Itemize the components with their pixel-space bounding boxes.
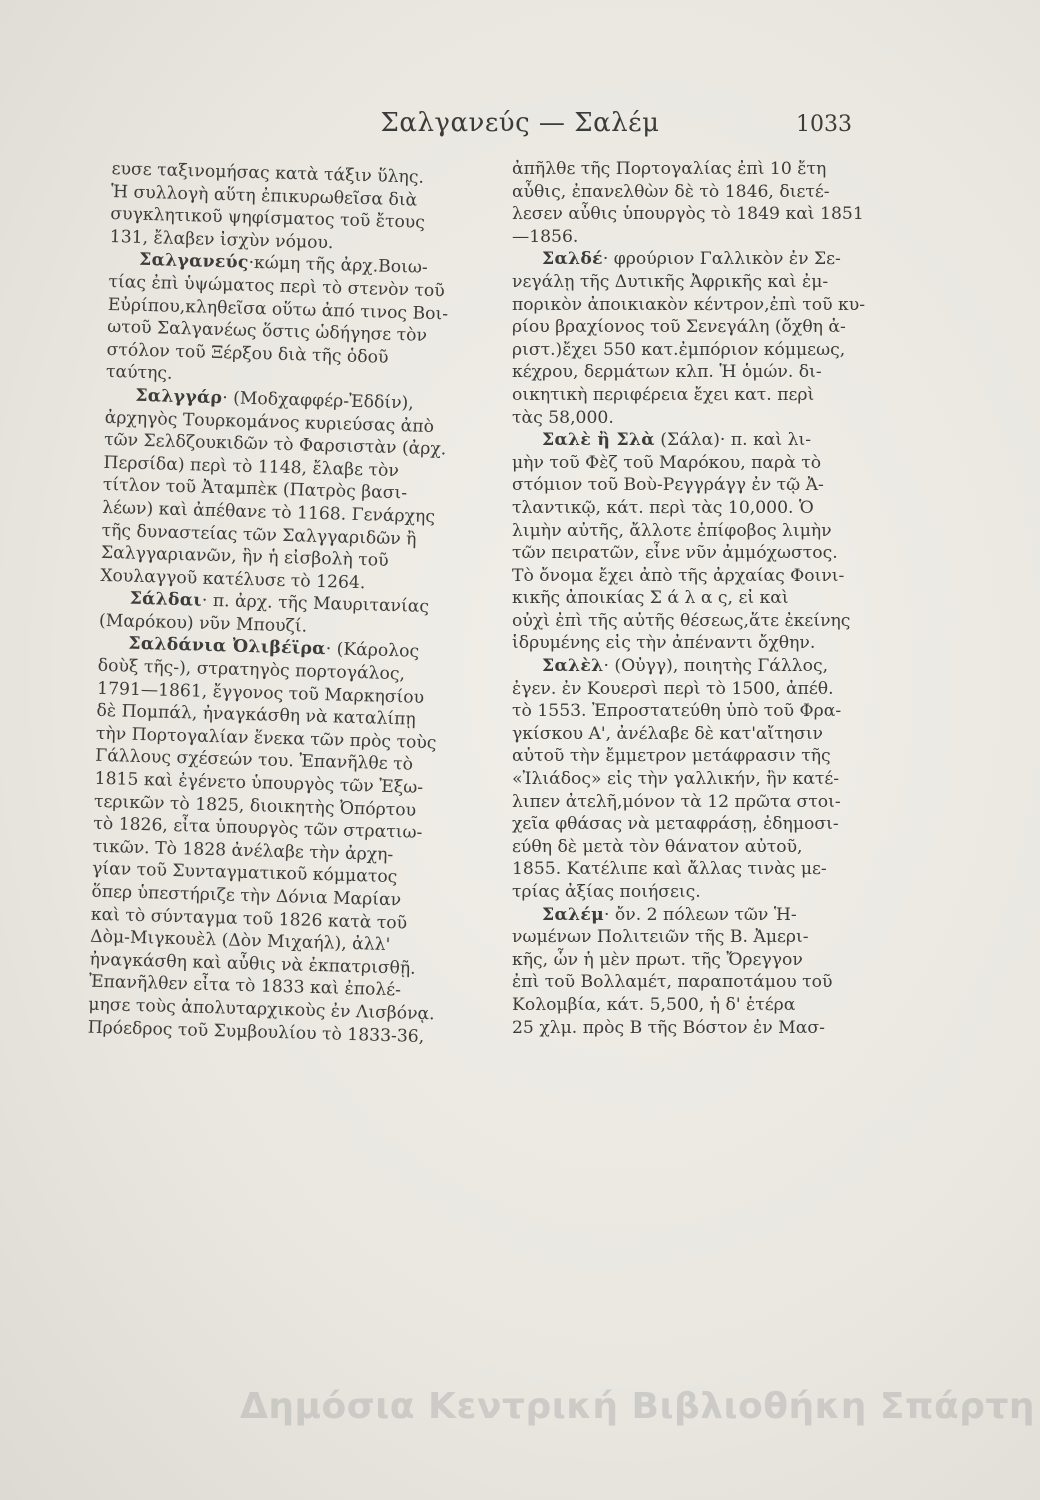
entry-headword-line: Σαλδάνια Ὀλιβέϊρα· (Κάρολος [128, 634, 420, 663]
text-line: λιμὴν αὐτῆς, ἄλλοτε ἐπίφοβος λιμὴν [512, 520, 832, 541]
text-line: μὴν τοῦ Φὲζ τοῦ Μαρόκου, παρὰ τὸ [512, 452, 822, 473]
text-line: νωμένων Πολιτειῶν τῆς Β. Ἀμερι- [512, 927, 809, 948]
page-number: 1033 [796, 112, 852, 137]
text-line: Τὸ ὄνομα ἔχει ἀπὸ τῆς ἀρχαίας Φοινι- [512, 565, 845, 586]
entry-headword-line: Σάλδαι· π. ἀρχ. τῆς Μαυριτανίας [129, 588, 430, 618]
text-line: νεγάλῃ τῆς Δυτικῆς Ἀφρικῆς καὶ ἐμ- [512, 271, 829, 292]
text-line: τικῶν. Τὸ 1828 ἀνέλαβε τὴν ἀρχη- [92, 836, 394, 865]
text-line: δοὺξ τῆς-), στρατηγὸς πορτογάλος, [97, 655, 406, 685]
text-line: τίτλον τοῦ Ἀταμπὲκ (Πατρὸς βασι- [102, 475, 408, 504]
entry-headword: Σάλδαι [129, 588, 203, 611]
text-line: γκίσκου Α', ἀνέλαβε δὲ κατ'αἴτησιν [512, 723, 824, 744]
text-line: 131, ἔλαβεν ἰσχὺν νόμου. [109, 226, 334, 253]
page-title: Σαλγανεύς — Σαλέμ [380, 108, 660, 138]
text-line: αὐτοῦ τὴν ἔμμετρον μετάφρασιν τῆς [512, 746, 831, 767]
text-line: Χουλαγγοῦ κατέλυσε τὸ 1264. [100, 565, 366, 593]
entry-headword: Σαλὲλ [542, 656, 604, 677]
text-line: τὸ 1826, εἶτα ὑπουργὸς τῶν στρατιω- [93, 813, 423, 844]
text-line: Περσίδα) περὶ τὸ 1148, ἔλαβε τὸν [103, 452, 400, 481]
text-line: Γάλλους σχέσεών του. Ἐπανῆλθε τὸ [95, 746, 414, 776]
page-header [0, 108, 1040, 148]
entry-headword-line: Σαλὲ ἢ Σλὰ (Σάλα)· π. καὶ λι- [542, 430, 812, 451]
text-line: ὅπερ ὑπεστήριζε τὴν Δόνια Μαρίαν [91, 881, 402, 911]
text-line: Κολομβία, κάτ. 5,500, ἡ δ' ἑτέρα [512, 994, 796, 1015]
text-line: λεσεν αὖθις ὑπουργὸς τὸ 1849 καὶ 1851 [512, 204, 864, 225]
text-line: 25 χλμ. πρὸς Β τῆς Βόστον ἐν Μασ- [512, 1017, 825, 1038]
text-line: ριστ.)ἔχει 550 κατ.ἐμπόριον κόμμεως, [512, 339, 846, 360]
text-line: μησε τοὺς ἀπολυταρχικοὺς ἐν Λισβόνᾳ. [88, 994, 435, 1025]
text-line: —1856. [512, 226, 579, 247]
text-line: 1791—1861, ἔγγονος τοῦ Μαρκησίου [96, 678, 425, 708]
entry-headword-line: Σαλγανεύς·κώμη τῆς ἀρχ.Βοιω- [138, 250, 428, 279]
text-line: τῶν Σελδζουκιδῶν τὸ Φαρσιστὰν (ἀρχ. [103, 430, 447, 460]
text-line: εύθη δὲ μετὰ τὸν θάνατον αὐτοῦ, [512, 836, 803, 857]
text-line: ευσε ταξινομήσας κατὰ τάξιν ὕλης. [111, 158, 425, 188]
text-line: τῶν πειρατῶν, εἶνε νῦν ἀμμόχωστος. [512, 543, 838, 564]
text-line: λέων) καὶ ἀπέθανε τὸ 1168. Γενάρχης [101, 497, 436, 528]
entry-headword: Σαλέμ [542, 904, 604, 925]
text-line: τίας ἐπὶ ὑψώματος περὶ τὸ στενὸν τοῦ [108, 271, 446, 302]
text-line: ἀπῆλθε τῆς Πορτογαλίας ἐπὶ 10 ἔτη [512, 159, 827, 179]
text-line: τὰς 58,000. [512, 407, 614, 428]
text-line: χεῖα φθάσας νὰ μεταφράσῃ, ἐδημοσι- [512, 814, 839, 835]
text-line: ἠναγκάσθη καὶ αὖθις νὰ ἐκπατρισθῇ. [89, 949, 416, 979]
text-line: ἀρχηγὸς Τουρκομάνος κυριεύσας ἀπὸ [104, 407, 435, 437]
text-line: τῆς δυναστείας τῶν Σαλγγαριδῶν ἢ [101, 520, 417, 550]
entry-headword: Σαλδάνια Ὀλιβέϊρα [128, 634, 326, 660]
entry-headword: Σαλὲ ἢ Σλὰ [542, 430, 655, 451]
text-line: Ἐπανῆλθεν εἶτα τὸ 1833 καὶ ἐπολέ- [88, 972, 402, 1001]
text-line: γίαν τοῦ Συνταγματικοῦ κόμματος [91, 859, 398, 888]
text-line: κικῆς ἀποικίας Σ ά λ α ς, εἰ καὶ [512, 588, 789, 609]
text-line: στόλον τοῦ Ξέρξου διὰ τῆς ὁδοῦ [106, 339, 389, 368]
text-line: ρίου βραχίονος τοῦ Σενεγάλη (ὄχθη ἀ- [512, 317, 846, 338]
text-line: αὖθις, ἐπανελθὼν δὲ τὸ 1846, διετέ- [512, 181, 830, 202]
text-line: καὶ τὸ σύνταγμα τοῦ 1826 κατὰ τοῦ [90, 904, 408, 934]
text-line: ἐγεν. ἐν Κουερσὶ περὶ τὸ 1500, ἀπέθ. [512, 678, 834, 699]
entry-headword-line: Σαλγγάρ· (Μοδχαφφέρ-Ἐδδίν), [135, 385, 414, 414]
text-line: τρίας ἀξίας ποιήσεις. [512, 882, 701, 902]
right-column [512, 158, 866, 1039]
entry-headword: Σαλδέ [542, 249, 603, 270]
text-line: τλαντικῷ, κάτ. περὶ τὰς 10,000. Ὁ [512, 497, 814, 518]
left-column [87, 158, 481, 1049]
text-line: οικητικὴ περιφέρεια ἔχει κατ. περὶ [512, 384, 815, 405]
text-line: 1855. Κατέλιπε καὶ ἄλλας τινὰς με- [512, 859, 827, 880]
entry-headword-line: Σαλὲλ· (Οὐγγ), ποιητὴς Γάλλος, [542, 656, 829, 677]
text-line: οὐχὶ ἐπὶ τῆς αὐτῆς θέσεως,ἅτε ἐκείνης [512, 610, 851, 631]
text-line: κέχρου, δερμάτων κλπ. Ἡ ὁμών. δι- [512, 362, 822, 383]
text-line: τερικῶν τὸ 1825, διοικητὴς Ὀπόρτου [93, 791, 417, 821]
text-line: τὸ 1553. Ἐπροστατεύθη ὑπὸ τοῦ Φρα- [512, 701, 842, 722]
entry-headword: Σαλγγάρ [135, 385, 223, 409]
text-line: ἱδρυμένης εἰς τὴν ἀπέναντι ὄχθην. [512, 633, 816, 654]
entry-headword: Σαλγανεύς [138, 250, 249, 274]
text-line: πορικὸν ἀποικιακὸν κέντρον,ἐπὶ τοῦ κυ- [512, 294, 866, 315]
text-line: Δὸμ-Μιγκουὲλ (Δὸν Μιχαήλ), ἀλλ' [89, 926, 391, 956]
text-line: 1815 καὶ ἐγένετο ὑπουργὸς τῶν Ἐξω- [94, 768, 424, 798]
text-line: στόμιον τοῦ Βοὺ-Ρεγγράγγ ἐν τῷ Ἀ- [512, 475, 824, 496]
entry-headword-line: Σαλέμ· ὄν. 2 πόλεων τῶν Ἡ- [542, 904, 797, 925]
text-line: «Ἰλιάδος» εἰς τὴν γαλλικήν, ἣν κατέ- [512, 769, 840, 790]
text-line: λιπεν ἀτελῆ,μόνον τὰ 12 πρῶτα στοι- [512, 791, 841, 812]
text-line: Ἡ συλλογὴ αὕτη ἐπικυρωθεῖσα διὰ [110, 181, 418, 211]
text-line: κῆς, ὧν ἡ μὲν πρωτ. τῆς Ὄρεγγον [512, 949, 803, 970]
text-line: Εὐρίπου,κληθεῖσα οὕτω ἀπό τινος Βοι- [107, 294, 449, 325]
text-line: Σαλγγαριανῶν, ἣν ἡ εἰσβολὴ τοῦ [100, 542, 389, 571]
library-watermark: Δημόσια Κεντρική Βιβλιοθήκη Σπάρτη [240, 1386, 1036, 1427]
text-line: ωτοῦ Σαλγανέως ὅστις ὡδήγησε τὸν [106, 317, 428, 347]
text-line: τὴν Πορτογαλίαν ἕνεκα τῶν πρὸς τοὺς [95, 723, 437, 754]
text-line: δὲ Πομπάλ, ἠναγκάσθη νὰ καταλίπῃ [96, 701, 417, 730]
entry-headword-line: Σαλδέ· φρούριον Γαλλικὸν ἐν Σε- [542, 249, 841, 270]
text-line: ἐπὶ τοῦ Βολλαμέτ, παραποτάμου τοῦ [512, 972, 833, 993]
text-line: Πρόεδρος τοῦ Συμβουλίου τὸ 1833-36, [87, 1017, 425, 1047]
text-line: ταύτης. [105, 362, 173, 385]
text-line: (Μαρόκου) νῦν Μπουζί. [98, 610, 308, 637]
text-line: συγκλητικοῦ ψηφίσματος τοῦ ἔτους [110, 204, 426, 233]
